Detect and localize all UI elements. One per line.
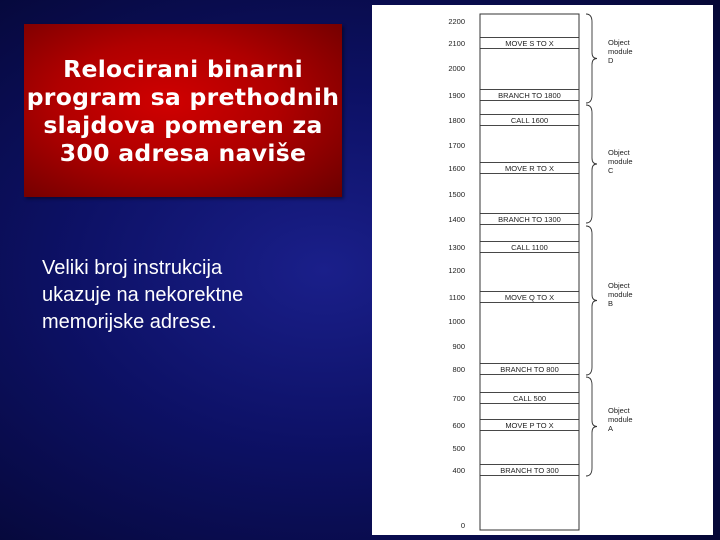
instruction-text: BRANCH TO 800 (500, 365, 559, 374)
memory-layout-figure (372, 5, 713, 535)
instruction-text: MOVE S TO X (505, 39, 554, 48)
instruction-text: BRANCH TO 1300 (498, 215, 561, 224)
instruction-text: CALL 1600 (510, 116, 549, 125)
address-label: 1600 (448, 164, 465, 173)
address-label: 1300 (448, 243, 465, 252)
address-label: 900 (452, 342, 465, 351)
address-label: 400 (452, 466, 465, 475)
module-label: Object module C (608, 148, 633, 175)
address-label: 800 (452, 365, 465, 374)
instruction-text: MOVE P TO X (505, 421, 554, 430)
module-label: Object module A (608, 406, 633, 433)
address-label: 600 (452, 421, 465, 430)
address-label: 2200 (448, 17, 465, 26)
instruction-text: CALL 1100 (511, 243, 548, 252)
instruction-text: MOVE R TO X (505, 164, 554, 173)
module-label: Object module D (608, 38, 633, 65)
module-label: Object module B (608, 281, 633, 308)
address-label: 1700 (448, 141, 465, 150)
address-label: 1500 (448, 190, 465, 199)
instruction-text: BRANCH TO 1800 (498, 91, 561, 100)
slide-body-text: Veliki broj instrukcija ukazuje na nekorektne memorijske adrese. (42, 257, 244, 333)
module-brace (586, 14, 597, 103)
address-label: 1200 (448, 266, 465, 275)
address-label: 0 (460, 521, 465, 530)
address-label: 1900 (448, 91, 465, 100)
address-label: 1400 (448, 215, 465, 224)
module-brace (586, 377, 597, 476)
address-label: 2100 (448, 39, 465, 48)
address-label: 700 (452, 394, 465, 403)
address-label: 2000 (448, 64, 465, 73)
module-brace (586, 105, 597, 223)
instruction-text: CALL 500 (512, 394, 547, 403)
slide-title-box (24, 24, 342, 197)
address-label: 1800 (448, 116, 465, 125)
memory-layout-diagram (372, 5, 713, 535)
address-label: 500 (452, 444, 465, 453)
instruction-text: BRANCH TO 300 (500, 466, 559, 475)
address-label: 1100 (448, 293, 465, 302)
slide-title: Relocirani binarni program sa prethodnih slajdova pomeren za 300 adresa naviše (26, 54, 340, 167)
module-brace (586, 226, 597, 375)
address-label: 1000 (448, 317, 465, 326)
instruction-text: MOVE Q TO X (504, 293, 555, 302)
